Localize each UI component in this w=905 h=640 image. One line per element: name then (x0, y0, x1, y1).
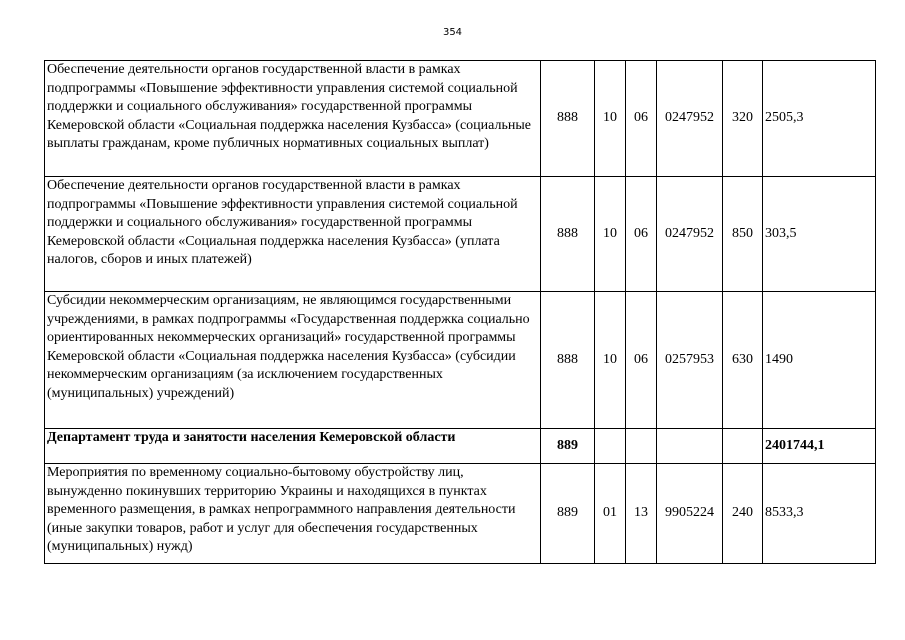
amount: 2401744,1 (763, 429, 876, 464)
table-row (45, 292, 876, 429)
subsection-code: 13 (626, 464, 657, 564)
section-code: 10 (595, 61, 626, 177)
target-article-code: 0257953 (657, 292, 723, 429)
table-row (45, 429, 876, 464)
row-description: Обеспечение деятельности органов государственной власти в рамках подпрограммы «Повышение эффективности управления системой социальной поддержки и социального обслуживания» государственной программы Кемеровской области «Социальная поддержка населения Кузбасса» (социальные выплаты гражданам, кроме публичных нормативных социальных выплат) (45, 61, 541, 177)
section-code: 10 (595, 177, 626, 292)
subsection-code: 06 (626, 292, 657, 429)
row-description: Мероприятия по временному социально-бытовому обустройству лиц, вынужденно покинувших территорию Украины и находящихся в пунктах временного размещения, в рамках непрограммного направления деятельности (иные закупки товаров, работ и услуг для обеспечения государственных (муниципальных) нужд) (45, 464, 541, 564)
expense-type-code: 240 (723, 464, 763, 564)
subsection-code: 06 (626, 61, 657, 177)
table-row (45, 61, 876, 177)
amount: 303,5 (763, 177, 876, 292)
section-code: 10 (595, 292, 626, 429)
expense-type-code: 630 (723, 292, 763, 429)
subsection-code: 06 (626, 177, 657, 292)
amount: 1490 (763, 292, 876, 429)
row-description: Департамент труда и занятости населения Кемеровской области (45, 429, 541, 464)
expense-type-code: 850 (723, 177, 763, 292)
ministry-code: 888 (541, 292, 595, 429)
amount: 8533,3 (763, 464, 876, 564)
expense-type-code: 320 (723, 61, 763, 177)
target-article-code: 0247952 (657, 61, 723, 177)
ministry-code: 889 (541, 429, 595, 464)
page-number: 354 (442, 27, 463, 38)
ministry-code: 888 (541, 177, 595, 292)
section-code: 01 (595, 464, 626, 564)
target-article-code (657, 429, 723, 464)
row-description: Обеспечение деятельности органов государственной власти в рамках подпрограммы «Повышение эффективности управления системой социальной поддержки и социального обслуживания» государственной программы Кемеровской области «Социальная поддержка населения Кузбасса» (уплата налогов, сборов и иных платежей) (45, 177, 541, 292)
section-code (595, 429, 626, 464)
amount: 2505,3 (763, 61, 876, 177)
row-description: Субсидии некоммерческим организациям, не являющимся государственными учреждениями, в рамках подпрограммы «Государственная поддержка социально ориентированных некоммерческих организаций» государственной программы Кемеровской области «Социальная поддержка населения Кузбасса» (субсидии некоммерческим организациям (за исключением государственных (муниципальных) учреждений) (45, 292, 541, 429)
target-article-code: 0247952 (657, 177, 723, 292)
ministry-code: 889 (541, 464, 595, 564)
ministry-code: 888 (541, 61, 595, 177)
budget-table (44, 60, 876, 564)
table-row (45, 177, 876, 292)
expense-type-code (723, 429, 763, 464)
table-row (45, 464, 876, 564)
subsection-code (626, 429, 657, 464)
target-article-code: 9905224 (657, 464, 723, 564)
